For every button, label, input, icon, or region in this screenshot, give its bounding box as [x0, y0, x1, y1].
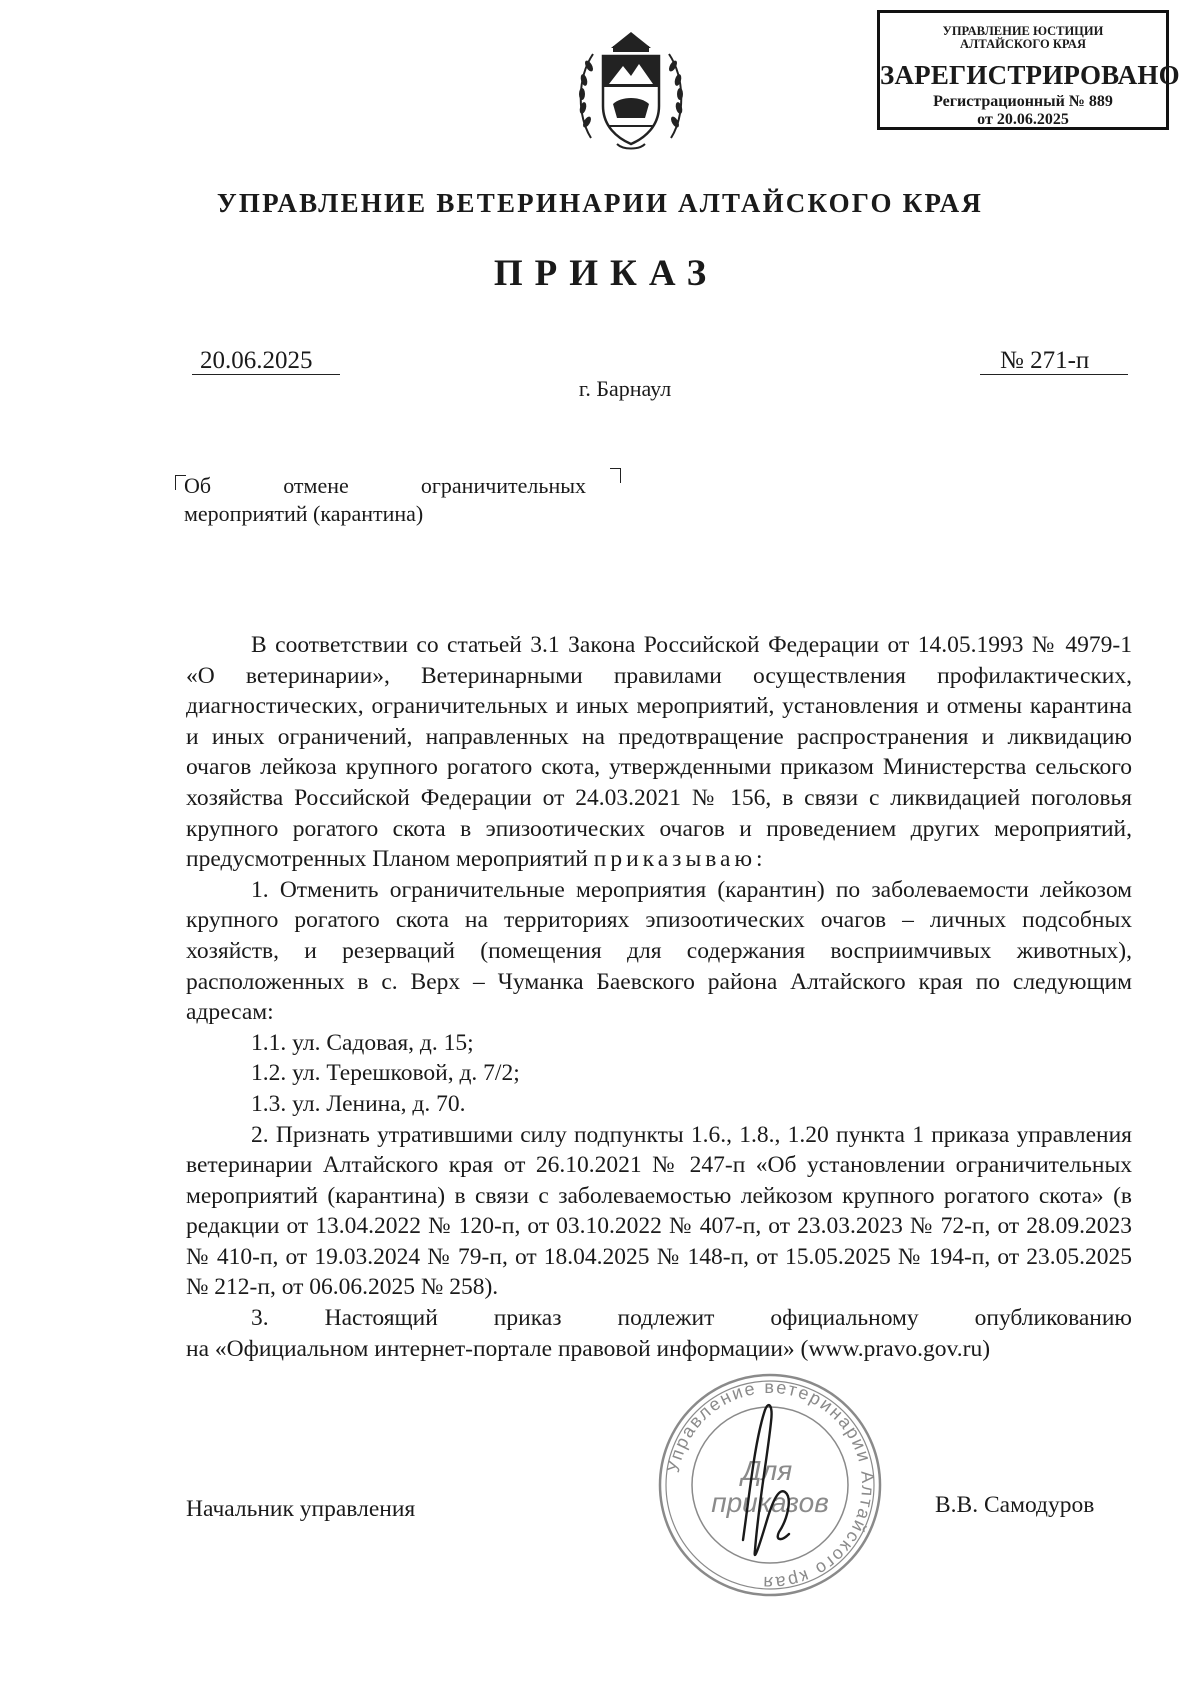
preamble-paragraph — [186, 630, 1132, 875]
seal-center-text-2: приказов — [711, 1487, 829, 1518]
registration-authority-line1: УПРАВЛЕНИЕ ЮСТИЦИИ — [942, 24, 1104, 38]
subject-bracket-right — [610, 468, 621, 483]
order-word: приказываю: — [593, 846, 767, 873]
document-date: 20.06.2025 — [200, 347, 313, 374]
seal-ring-text: Управление ветеринарии Алтайского края — [662, 1376, 879, 1594]
registration-number: Регистрационный № 889 — [933, 93, 1113, 110]
item-1-2: 1.2. ул. Терешковой, д. 7/2; — [251, 1060, 520, 1087]
subject-line-2: мероприятий (карантина) — [184, 501, 424, 526]
signatory-position: Начальник управления — [186, 1496, 416, 1522]
registration-authority-line2: АЛТАЙСКОГО КРАЯ — [960, 37, 1086, 51]
item-1-1: 1.1. ул. Садовая, д. 15; — [251, 1029, 474, 1056]
document-body — [186, 630, 1132, 1364]
document-city: г. Барнаул — [578, 376, 672, 401]
signatory-name: В.В. Самодуров — [935, 1492, 1095, 1518]
preamble-text: В соответствии со статьей 3.1 Закона Российской Федерации от 14.05.1993 № 4979-1 «О ветеринарии», Ветеринарными правилами осуществления профилактических, диагностических, ограничительных и иных мероприятий, установления и отмены карантина и иных ограничений, направленных на предотвращение распространения и ликвидацию очагов лейкоза крупного рогатого скота, утвержденными приказом Министерства сельского хозяйства Российской Федерации от 24.03.2021 № 156, в связи с ликвидацией поголовья крупного рогатого скота в эпизоотических очагов и проведением других мероприятий, предусмотренных Планом мероприятий — [186, 632, 1132, 873]
item-3-line-1: 3. Настоящий приказ подлежит официальному опубликованию — [251, 1305, 1132, 1332]
document-type: ПРИКАЗ — [493, 253, 719, 294]
subject-line-1: Об отмене ограничительных — [184, 473, 586, 498]
registration-stamp — [877, 10, 1180, 130]
organization-name: УПРАВЛЕНИЕ ВЕТЕРИНАРИИ АЛТАЙСКОГО КРАЯ — [216, 188, 984, 218]
document-subject — [184, 472, 586, 528]
official-seal — [655, 1370, 885, 1600]
seal-center-text-1: Для — [741, 1455, 793, 1486]
item-1-3: 1.3. ул. Ленина, д. 70. — [251, 1090, 466, 1117]
coat-of-arms-icon — [573, 26, 689, 160]
document-number: № 271-п — [1000, 347, 1090, 374]
registration-title: ЗАРЕГИСТРИРОВАНО — [880, 60, 1180, 90]
item-1: 1. Отменить ограничительные мероприятия (карантин) по заболеваемости лейкозом крупного рогатого скота на территориях эпизоотических очагов – личных подсобных хозяйств, и резерваций (помещения для содержания восприимчивых животных), расположенных в с. Верх – Чуманка Баевского района Алтайского края по следующим адресам: — [186, 876, 1132, 1026]
registration-date: от 20.06.2025 — [977, 111, 1069, 128]
item-2: 2. Признать утратившими силу подпункты 1.6., 1.8., 1.20 пункта 1 приказа управления ветеринарии Алтайского края от 26.10.2021 № 247-п «Об установлении ограничительных мероприятий (карантина) в связи с заболеваемостью лейкозом крупного рогатого скота» (в редакции от 13.04.2022 № 120-п, от 03.10.2022 № 407-п, от 23.03.2023 № 72-п, от 28.09.2023 № 410-п, от 19.03.2024 № 79-п, от 18.04.2025 № 148-п, от 15.05.2025 № 194-п, от 23.05.2025 № 212-п, от 06.06.2025 № 258). — [186, 1121, 1132, 1301]
item-3-line-2: на «Официальном интернет-портале правовой информации» (www.pravo.gov.ru) — [186, 1335, 991, 1362]
